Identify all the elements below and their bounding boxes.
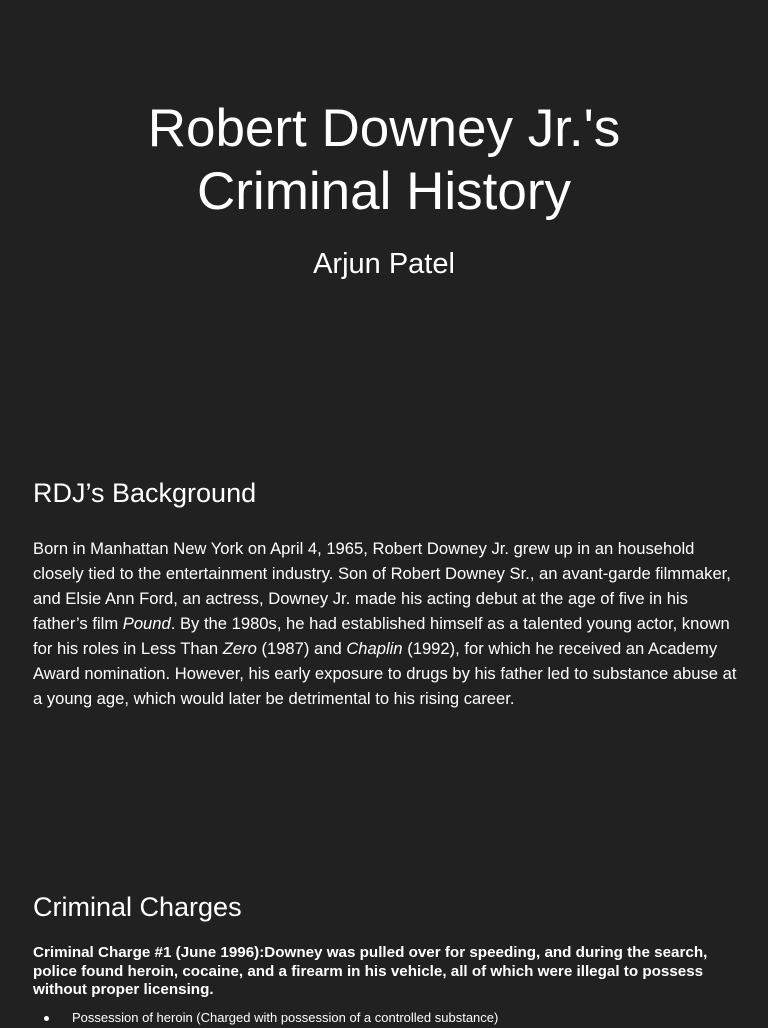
background-heading: RDJ’s Background: [33, 478, 257, 508]
list-item-text: Possession of heroin (Charged with possession of a controlled substance): [72, 1010, 499, 1025]
film-title-pound: Pound: [122, 614, 171, 633]
charges-heading: Criminal Charges: [33, 892, 242, 922]
background-paragraph: [33, 536, 738, 711]
slide-title: [0, 97, 768, 223]
list-item: [33, 1008, 738, 1028]
charge-1-description: Criminal Charge #1 (June 1996):Downey was pulled over for speeding, and during the search, police found heroin, cocaine, and a firearm in his vehicle, all of which were illegal to possess without proper licensing.: [33, 944, 708, 998]
title-line: Robert Downey Jr.'s Criminal History: [147, 99, 621, 221]
background-text-4: (1992), for which he received an Academy Award nomination. However, his early exposure to drugs by his father led to substance abuse at a young age, which would later be detrimental to his rising career.: [33, 639, 737, 708]
background-text-1: Born in Manhattan New York on April 4, 1965, Robert Downey Jr. grew up in an household closely tied to the entertainment industry. Son of Robert Downey Sr., an avant-garde filmmaker, and Elsie Ann Ford, an actress, Downey Jr. made his acting debut at the age of five in his father’s film: [33, 539, 731, 633]
author-name: Arjun Patel: [313, 248, 455, 280]
bullet-icon: [44, 1016, 49, 1021]
film-title-chaplin: Chaplin: [346, 639, 403, 658]
background-text-3: (1987) and: [256, 639, 347, 658]
charge-list: [33, 1008, 738, 1028]
film-title-zero: Zero: [222, 639, 257, 658]
background-text-2: . By the 1980s, he had established himself as a talented young actor, known for his roles in Less Than: [33, 614, 730, 658]
